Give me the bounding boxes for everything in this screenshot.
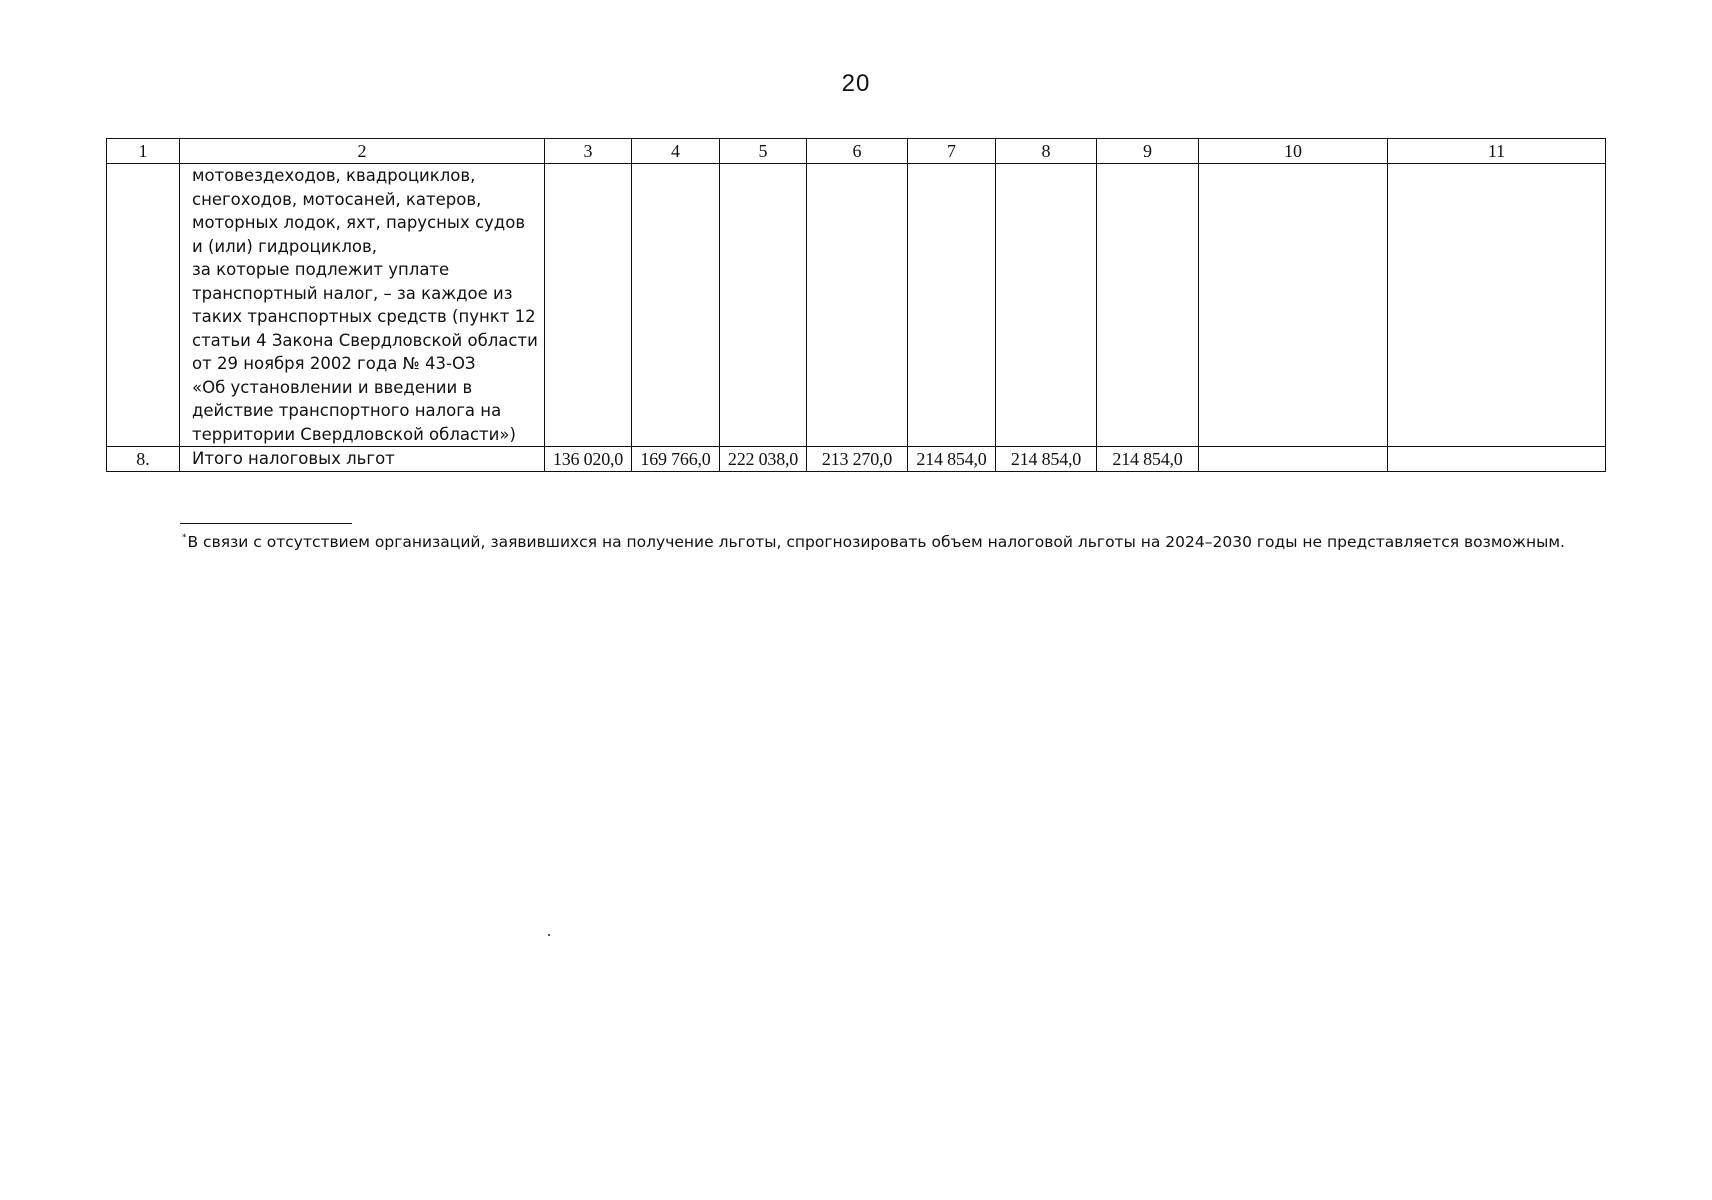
total-value-cell [1199, 447, 1388, 472]
page-number: 20 [841, 70, 871, 97]
column-header: 11 [1388, 139, 1606, 164]
value-cell [720, 164, 807, 447]
description-line: «Об установлении и введении в [192, 377, 473, 397]
column-header: 2 [180, 139, 545, 164]
value-cell [1097, 164, 1199, 447]
description-line: за которые подлежит уплате [192, 260, 450, 279]
row-number-cell: 8. [107, 447, 180, 472]
value-cell [1199, 164, 1388, 447]
total-value-cell: 169 766,0 [632, 447, 720, 472]
description-line: от 29 ноября 2002 года № 43-ОЗ [192, 354, 476, 373]
column-header: 9 [1097, 139, 1199, 164]
column-header: 4 [632, 139, 720, 164]
total-value-cell: 214 854,0 [1097, 447, 1199, 472]
description-line: снегоходов, мотосаней, катеров, [192, 189, 482, 209]
total-value-cell [1388, 447, 1606, 472]
value-cell [807, 164, 908, 447]
description-line: транспортный налог, – за каждое из [192, 283, 513, 303]
column-header: 8 [996, 139, 1097, 164]
footnote-separator [180, 523, 352, 524]
description-line: территории Свердловской области») [192, 424, 516, 444]
description-line: и (или) гидроциклов, [192, 236, 377, 256]
description-line: мотовездеходов, квадроциклов, [192, 166, 476, 185]
total-value-cell: 222 038,0 [720, 447, 807, 472]
value-cell [908, 164, 996, 447]
value-cell [545, 164, 632, 447]
total-row [107, 447, 1606, 472]
description-line: действие транспортного налога на [192, 401, 502, 420]
total-value-cell: 214 854,0 [908, 447, 996, 472]
column-header: 3 [545, 139, 632, 164]
column-header: 6 [807, 139, 908, 164]
description-line: моторных лодок, яхт, парусных судов [192, 213, 526, 232]
tax-benefits-table [106, 138, 1606, 472]
column-header: 10 [1199, 139, 1388, 164]
description-line: статьи 4 Закона Свердловской области [192, 330, 538, 350]
footnote-marker: * [182, 533, 187, 543]
scan-speck [548, 934, 550, 936]
description-line: таких транспортных средств (пункт 12 [192, 307, 536, 326]
column-header: 5 [720, 139, 807, 164]
total-value-cell: 214 854,0 [996, 447, 1097, 472]
table-header-row [107, 139, 1606, 164]
column-header: 7 [908, 139, 996, 164]
row-number-cell [107, 164, 180, 447]
total-value-cell: 213 270,0 [807, 447, 908, 472]
table-row [107, 164, 1606, 447]
value-cell [632, 164, 720, 447]
total-label-cell: Итого налоговых льгот [180, 447, 545, 472]
column-header: 1 [107, 139, 180, 164]
footnote-text: В связи с отсутствием организаций, заявившихся на получение льготы, спрогнозировать объем налоговой льготы на 2024–2030 годы не представляется возможным. [187, 533, 1565, 551]
footnote [106, 526, 1603, 554]
value-cell [1388, 164, 1606, 447]
value-cell [996, 164, 1097, 447]
total-value-cell: 136 020,0 [545, 447, 632, 472]
row-description-cell [180, 164, 545, 447]
